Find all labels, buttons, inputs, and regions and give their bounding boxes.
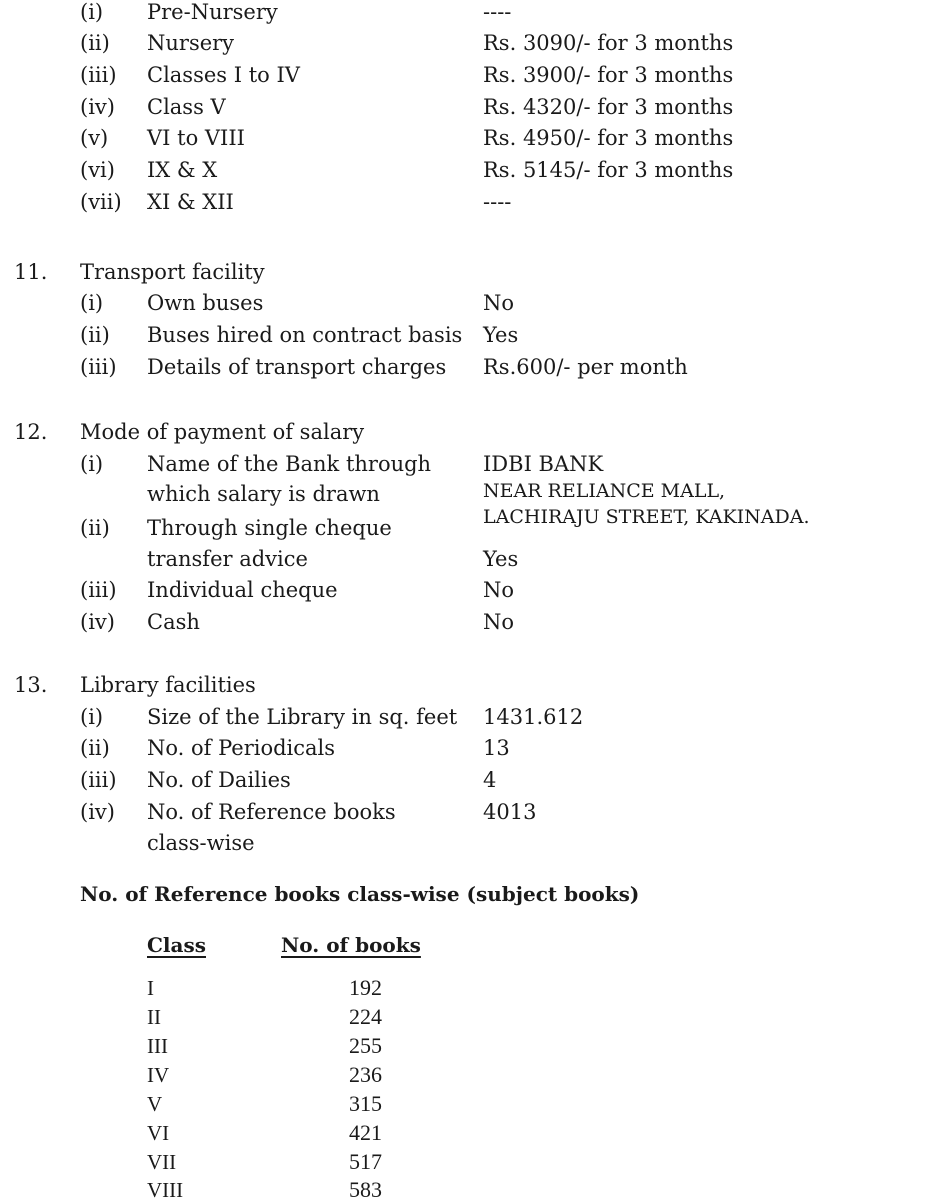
fee-label: Nursery <box>147 31 235 55</box>
fee-roman: (vii) <box>80 190 122 214</box>
item-label: Name of the Bank through <box>147 452 432 476</box>
fee-value: Rs. 4950/- for 3 months <box>483 126 734 150</box>
item-roman: (ii) <box>80 323 110 347</box>
fee-label: XI & XII <box>147 190 234 214</box>
table-cell-class: III <box>147 1034 168 1058</box>
item-value: No <box>483 578 515 602</box>
col-header-class: Class <box>147 933 206 957</box>
fee-value: Rs. 3090/- for 3 months <box>483 31 734 55</box>
fee-label: IX & X <box>147 158 218 182</box>
table-cell-class: II <box>147 1005 161 1029</box>
table-cell-books: 421 <box>349 1120 382 1145</box>
fee-label: Class V <box>147 95 226 119</box>
table-cell-books: 517 <box>349 1149 382 1174</box>
item-label: No. of Periodicals <box>147 736 336 760</box>
item-label: which salary is drawn <box>147 482 380 506</box>
col-header-books: No. of books <box>281 933 421 957</box>
table-cell-books: 224 <box>349 1004 382 1029</box>
item-value: 1431.612 <box>483 705 584 729</box>
item-value: Yes <box>483 323 519 347</box>
item-label: Size of the Library in sq. feet <box>147 705 458 729</box>
section-heading: Transport facility <box>80 260 265 284</box>
table-cell-books: 192 <box>349 975 382 1000</box>
fee-label: VI to VIII <box>147 126 245 150</box>
item-roman: (ii) <box>80 736 110 760</box>
fee-roman: (ii) <box>80 31 110 55</box>
table-cell-books: 255 <box>349 1033 382 1058</box>
item-roman: (iv) <box>80 610 115 634</box>
item-roman: (i) <box>80 452 104 476</box>
table-cell-class: VI <box>147 1121 170 1145</box>
item-roman: (iii) <box>80 578 117 602</box>
fee-roman: (v) <box>80 126 109 150</box>
item-label: transfer advice <box>147 547 308 571</box>
item-roman: (iv) <box>80 800 115 824</box>
item-roman: (iii) <box>80 768 117 792</box>
item-label: No. of Dailies <box>147 768 291 792</box>
item-value: No <box>483 291 515 315</box>
item-value: 4 <box>483 768 497 792</box>
bank-name: IDBI BANK <box>483 452 604 476</box>
item-label: class-wise <box>147 831 255 855</box>
fee-value: ---- <box>483 0 512 24</box>
section-number: 12. <box>14 420 48 444</box>
item-value: Yes <box>483 547 519 571</box>
fee-roman: (i) <box>80 0 104 24</box>
item-label: Cash <box>147 610 200 634</box>
fee-value: Rs. 3900/- for 3 months <box>483 63 734 87</box>
item-roman: (iii) <box>80 355 117 379</box>
fee-label: Pre-Nursery <box>147 0 278 24</box>
item-label: Buses hired on contract basis <box>147 323 463 347</box>
fee-label: Classes I to IV <box>147 63 300 87</box>
item-label: No. of Reference books <box>147 800 396 824</box>
section-heading: Mode of payment of salary <box>80 420 365 444</box>
item-value: 4013 <box>483 800 537 824</box>
item-label: Details of transport charges <box>147 355 447 379</box>
item-roman: (i) <box>80 291 104 315</box>
table-cell-class: VII <box>147 1150 177 1174</box>
item-roman: (ii) <box>80 516 110 540</box>
item-value: Rs.600/- per month <box>483 355 688 379</box>
section-number: 13. <box>14 673 48 697</box>
fee-roman: (iv) <box>80 95 115 119</box>
fee-value: Rs. 5145/- for 3 months <box>483 158 734 182</box>
item-value: No <box>483 610 515 634</box>
table-cell-books: 236 <box>349 1062 382 1087</box>
bank-address: NEAR RELIANCE MALL, <box>483 480 726 502</box>
item-label: Own buses <box>147 291 264 315</box>
table-cell-class: I <box>147 976 154 1000</box>
item-value: 13 <box>483 736 510 760</box>
item-label: Individual cheque <box>147 578 338 602</box>
section-number: 11. <box>14 260 48 284</box>
section-heading: Library facilities <box>80 673 256 697</box>
fee-value: Rs. 4320/- for 3 months <box>483 95 734 119</box>
table-title: No. of Reference books class-wise (subject books) <box>80 882 640 906</box>
item-roman: (i) <box>80 705 104 729</box>
table-cell-class: V <box>147 1092 163 1116</box>
fee-roman: (iii) <box>80 63 117 87</box>
fee-roman: (vi) <box>80 158 115 182</box>
table-cell-books: 583 <box>349 1177 382 1202</box>
table-cell-class: VIII <box>147 1178 184 1202</box>
fee-value: ---- <box>483 190 512 214</box>
bank-address: LACHIRAJU STREET, KAKINADA. <box>483 506 810 528</box>
table-cell-class: IV <box>147 1063 170 1087</box>
item-label: Through single cheque <box>147 516 392 540</box>
table-cell-books: 315 <box>349 1091 382 1116</box>
